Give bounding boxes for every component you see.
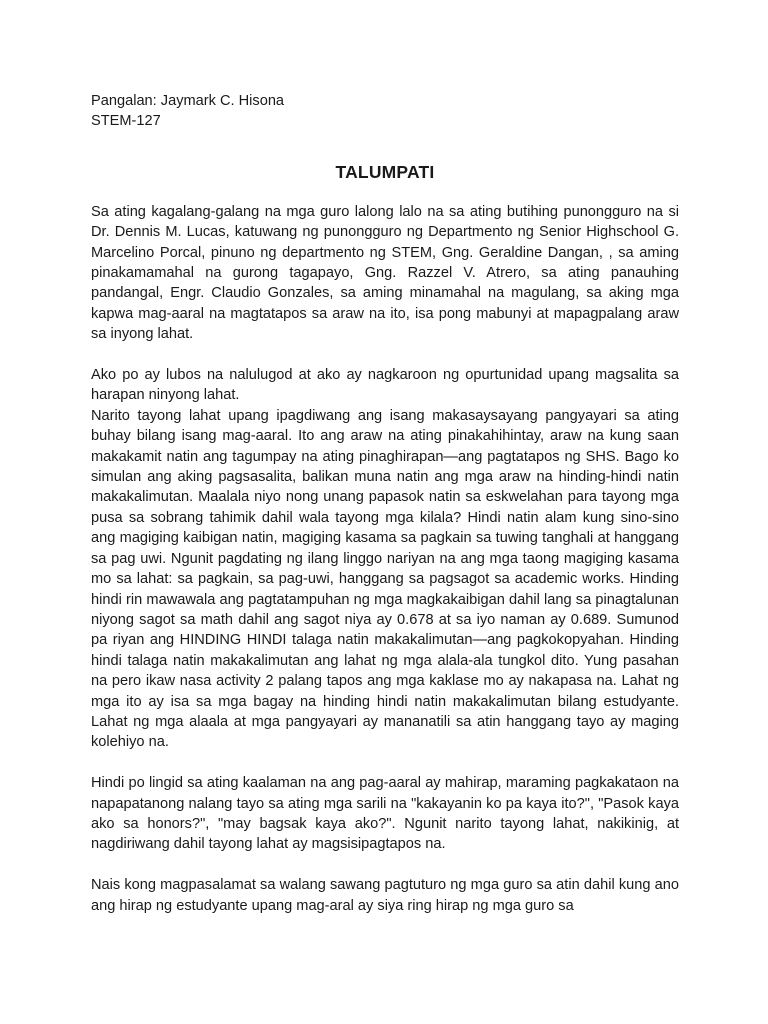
student-name-line: Pangalan: Jaymark C. Hisona bbox=[91, 93, 285, 109]
paragraph-difficulties: Hindi po lingid sa ating kaalaman na ang pag-aaral ay mahirap, maraming pagkakataon na napapatanong nalang tayo sa ating mga sarili na "kakayanin ko pa kaya ito?", "Pasok kaya ako sa honors?", "may bagsak kaya ako?". Ngunit narito tayong lahat, nakikinig, at nagdiriwang dahil tayong lahat ay magsisipagtapos na. bbox=[91, 775, 679, 853]
document-title: TALUMPATI bbox=[335, 161, 435, 182]
paragraph-salutation: Sa ating kagalang-galang na mga guro lalong lalo na sa ating butihing punongguro na si Dr. Dennis M. Lucas, katuwang ng punongguro ng Departmento ng Senior Highschool G. Marcelino Porcal, pinuno ng departmento ng STEM, Gng. Geraldine Dangan, , sa aming pinakamamahal na gurong tagapayo, Gng. Razzel V. Atrero, sa ating panauhing pandangal, Engr. Claudio Gonzales, sa aming minamahal na magulang, sa aking mga kapwa mag-aaral na magtatapos sa araw na ito, isa pong mabunyi at mapagpalang araw sa inyong lahat. bbox=[91, 203, 679, 343]
paragraph-gratitude: Nais kong magpasalamat sa walang sawang pagtuturo ng mga guro sa atin dahil kung ano ang hirap ng estudyante upang mag-aral ay siya ring hirap ng mga guro sa bbox=[91, 877, 679, 914]
section-line: STEM-127 bbox=[91, 113, 161, 130]
paragraph-memories: Narito tayong lahat upang ipagdiwang ang isang makasaysayang pangyayari sa ating buhay bilang isang mag-aaral. Ito ang araw na ating pinakahihintay, araw na kung saan makakamit natin ang tagumpay na ating pinaghirapan—ang pagtatapos ng SHS. Bago ko simulan ang aking pagsasalita, balikan muna natin ang mga araw na hinding-hindi natin makakalimutan. Maalala niyo nong unang papasok natin sa eskwelahan para tayong mga pusa sa sobrang tahimik dahil wala tayong mga kilala? Hindi natin alam kung sino-sino ang magiging kaibigan natin, magiging kasama sa pagkain sa tuwing tanghali at hanggang sa pag uwi. Ngunit pagdating ng ilang linggo nariyan na ang mga taong magiging kasama mo sa lahat: sa pagkain, sa pag-uwi, hanggang sa pagsagot sa academic works. Hinding hindi rin mawawala ang pagtatampuhan ng mga magkakaibigan dahil lang sa pinagtalunan niyong sagot sa math dahil ang sagot niya ay 0.678 at sa iyo naman ay 0.689. Sumunod pa riyan ang HINDING HINDI talaga natin makakalimutan—ang pagkokopyahan. Hinding hindi talaga natin makakalimutan ang lahat ng mga alala-ala tungkol dito. Yung pasahan na pero ikaw nasa activity 2 palang tapos ang mga kaklase mo ay nakapasa na. Lahat ng mga ito ay isa sa mga bagay na hinding hindi natin makakalimutan bilang estudyante. Lahat ng mga alaala at mga pangyayari ay mananatili sa atin hanggang tayo ay maging kolehiyo na. bbox=[91, 407, 679, 751]
paragraph-opening: Ako po ay lubos na nalulugod at ako ay nagkaroon ng opurtunidad upang magsalita sa harapan ninyong lahat. bbox=[91, 367, 679, 404]
